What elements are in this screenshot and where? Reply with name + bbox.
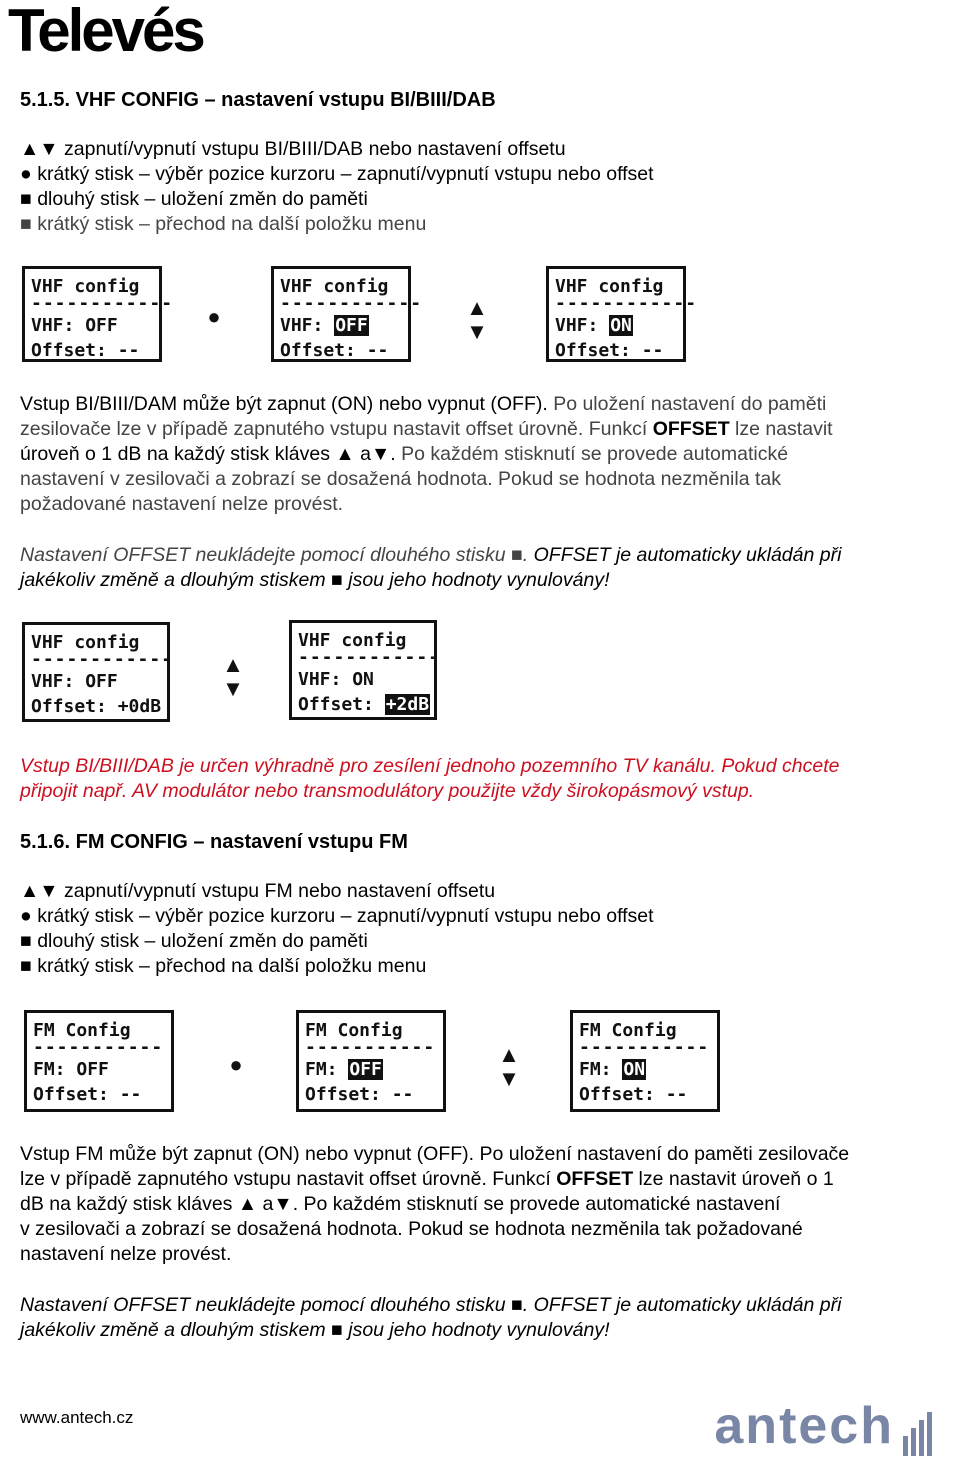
televes-logo: Televés <box>8 0 203 64</box>
lcd-value-highlighted: ON <box>610 315 632 336</box>
dot-key-icon: ● <box>207 304 221 329</box>
lcd-value-highlighted: ON <box>623 1059 646 1080</box>
key-line: ● krátký stisk – výběr pozice kurzoru – zapnutí/vypnutí vstupu nebo offset <box>20 905 654 927</box>
text-line <box>20 392 950 417</box>
lcd-title: VHF config <box>298 630 407 651</box>
lcd-label: VHF: <box>298 669 353 690</box>
lcd-label: VHF: <box>31 671 86 692</box>
text-line: v zesilovači a zobrazí se dosažená hodnota. Pokud se hodnota nezměnila tak požadované <box>20 1218 803 1240</box>
lcd-title: VHF config <box>555 276 664 297</box>
text-run: úroveň o 1 dB na každý stisk kláves ▲ a▼. <box>20 443 402 465</box>
lcd-screen <box>271 266 423 362</box>
lcd-divider: ----------- <box>579 1037 710 1058</box>
lcd-screen <box>296 1010 446 1112</box>
lcd-screen <box>22 266 174 362</box>
text-run: Funkcí <box>588 418 653 440</box>
section-heading-fm: 5.1.6. FM CONFIG – nastavení vstupu FM <box>20 831 408 853</box>
text-run: lze v případě zapnutého vstupu nastavit offset úrovně. Funkcí <box>20 1168 557 1190</box>
down-arrow-icon: ▼ <box>498 1066 520 1091</box>
lcd-value: +0dB <box>117 696 162 717</box>
fm-description <box>20 1142 950 1267</box>
antech-logo <box>714 1396 932 1456</box>
lcd-title: VHF config <box>280 276 389 297</box>
lcd-value: -- <box>641 340 664 361</box>
dot-key-icon: ● <box>229 1052 243 1077</box>
footer-url: www.antech.cz <box>20 1408 134 1427</box>
lcd-label: Offset: <box>298 694 385 715</box>
lcd-label: Offset: <box>280 340 367 361</box>
lcd-line <box>31 313 153 338</box>
text-run: OFFSET je automaticky ukládán při <box>533 544 842 566</box>
lcd-line <box>33 1057 165 1082</box>
key-line: ■ krátký stisk – přechod na další položku menu <box>20 955 427 977</box>
text-line <box>20 543 950 568</box>
text-run: Po každém stisknutí se provede automatické <box>401 443 789 465</box>
lcd-line <box>31 669 161 694</box>
lcd-screen <box>546 266 698 362</box>
lcd-value: OFF <box>85 671 118 692</box>
lcd-value: -- <box>119 1084 142 1105</box>
text-line: požadované nastavení nelze provést. <box>20 493 344 515</box>
lcd-line <box>280 338 402 363</box>
lcd-screen <box>570 1010 720 1112</box>
text-line: nastavení nelze provést. <box>20 1243 232 1265</box>
lcd-title: FM Config <box>305 1020 403 1041</box>
up-arrow-icon: ▲ <box>498 1042 520 1067</box>
vhf-description <box>20 392 950 517</box>
lcd-divider: ------------ <box>31 649 174 670</box>
key-line: ▲▼ zapnutí/vypnutí vstupu BI/BIII/DAB nebo nastavení offsetu <box>20 138 566 160</box>
text-run-bold: OFFSET <box>556 1168 634 1190</box>
text-line <box>20 1167 950 1192</box>
lcd-divider: ------------ <box>31 293 174 314</box>
lcd-label: Offset: <box>31 340 118 361</box>
key-line: ▲▼ zapnutí/vypnutí vstupu FM nebo nastavení offsetu <box>20 880 496 902</box>
text-line: Vstup BI/BIII/DAB je určen výhradně pro zesílení jednoho pozemního TV kanálu. Pokud chcete <box>20 755 840 777</box>
lcd-line <box>280 313 402 338</box>
lcd-title: VHF config <box>31 632 140 653</box>
lcd-divider: ------------ <box>280 293 423 314</box>
lcd-line <box>305 1082 437 1107</box>
text-line <box>20 779 950 804</box>
lcd-value-highlighted: OFF <box>335 315 368 336</box>
key-line: ■ dlouhý stisk – uložení změn do paměti <box>20 188 368 210</box>
text-line: Vstup FM může být zapnut (ON) nebo vypnut (OFF). Po uložení nastavení do paměti zesilovače <box>20 1143 850 1165</box>
lcd-value-highlighted: +2dB <box>385 694 430 715</box>
lcd-line <box>298 667 428 692</box>
vhf-warning <box>20 754 950 804</box>
lcd-label: VHF: <box>31 315 86 336</box>
text-run: lze nastavit <box>729 418 833 440</box>
key-line: ● krátký stisk – výběr pozice kurzoru – zapnutí/vypnutí vstupu nebo offset <box>20 163 654 185</box>
lcd-value: -- <box>117 340 140 361</box>
lcd-title: FM Config <box>33 1020 131 1041</box>
lcd-title: FM Config <box>579 1020 677 1041</box>
lcd-screen <box>22 622 174 722</box>
text-run: AV modulátor nebo transmodulátory použijte vždy širokopásmový vstup. <box>132 780 755 802</box>
lcd-value: -- <box>366 340 389 361</box>
text-run: zesilovače lze v případě zapnutého vstupu nastavit offset úrovně. <box>20 418 589 440</box>
text-line <box>20 417 950 442</box>
fm-note <box>20 1293 950 1343</box>
lcd-label: Offset: <box>305 1084 392 1105</box>
text-run: lze nastavit úroveň o 1 <box>633 1168 834 1190</box>
lcd-divider: ------------ <box>298 647 441 668</box>
lcd-line <box>298 692 428 717</box>
text-run-bold: OFFSET <box>652 418 730 440</box>
up-arrow-icon: ▲ <box>222 652 244 677</box>
lcd-value: OFF <box>76 1059 109 1080</box>
text-run: Vstup BI/BIII/DAM může být zapnut (ON) nebo vypnut (OFF). <box>20 393 554 415</box>
lcd-line <box>579 1082 711 1107</box>
text-run: Po uložení nastavení do paměti <box>553 393 827 415</box>
text-line: jakékoliv změně a dlouhým stiskem ■ jsou jeho hodnoty vynulovány! <box>20 1319 610 1341</box>
text-line: Nastavení OFFSET neukládejte pomocí dlouhého stisku ■. OFFSET je automaticky ukládán při <box>20 1294 842 1316</box>
lcd-label: FM: <box>305 1059 349 1080</box>
lcd-line <box>555 338 677 363</box>
lcd-value-highlighted: OFF <box>349 1059 382 1080</box>
lcd-line <box>555 313 677 338</box>
lcd-label: Offset: <box>31 696 118 717</box>
text-run: Pokud se hodnota nezměnila tak <box>498 468 781 490</box>
vhf-note <box>20 543 950 593</box>
key-line: ■ dlouhý stisk – uložení změn do paměti <box>20 930 368 952</box>
lcd-line <box>579 1057 711 1082</box>
text-run: připojit např. <box>20 780 133 802</box>
lcd-label: VHF: <box>555 315 610 336</box>
lcd-title: VHF config <box>31 276 140 297</box>
lcd-value: OFF <box>85 315 118 336</box>
lcd-label: Offset: <box>579 1084 666 1105</box>
lcd-screen <box>289 620 441 720</box>
antech-logo-bars <box>900 1396 932 1456</box>
lcd-label: VHF: <box>280 315 335 336</box>
lcd-line <box>31 694 161 719</box>
up-arrow-icon: ▲ <box>466 295 488 320</box>
lcd-line <box>33 1082 165 1107</box>
antech-logo-text: antech <box>714 1397 894 1455</box>
text-line: jakékoliv změně a dlouhým stiskem ■ jsou jeho hodnoty vynulovány! <box>20 569 610 591</box>
text-line <box>20 467 950 492</box>
lcd-divider: ------------ <box>555 293 698 314</box>
lcd-label: Offset: <box>555 340 642 361</box>
text-run: nastavení v zesilovači a zobrazí se dosažená hodnota. <box>20 468 499 490</box>
section-heading-vhf: 5.1.5. VHF CONFIG – nastavení vstupu BI/BIII/DAB <box>20 89 496 111</box>
lcd-line <box>31 338 153 363</box>
lcd-value: -- <box>665 1084 688 1105</box>
lcd-line <box>305 1057 437 1082</box>
lcd-label: Offset: <box>33 1084 120 1105</box>
down-arrow-icon: ▼ <box>222 676 244 701</box>
lcd-label: FM: <box>579 1059 623 1080</box>
lcd-divider: ----------- <box>305 1037 436 1058</box>
key-line: ■ krátký stisk – přechod na další položku menu <box>20 213 427 235</box>
text-run: Nastavení OFFSET neukládejte pomocí dlouhého stisku ■. <box>20 544 534 566</box>
lcd-divider: ----------- <box>33 1037 164 1058</box>
down-arrow-icon: ▼ <box>466 319 488 344</box>
text-line <box>20 442 950 467</box>
lcd-value: ON <box>352 669 374 690</box>
lcd-label: FM: <box>33 1059 77 1080</box>
lcd-screen <box>24 1010 174 1112</box>
lcd-value: -- <box>391 1084 414 1105</box>
text-line: dB na každý stisk kláves ▲ a▼. Po každém stisknutí se provede automatické nastavení <box>20 1193 781 1215</box>
